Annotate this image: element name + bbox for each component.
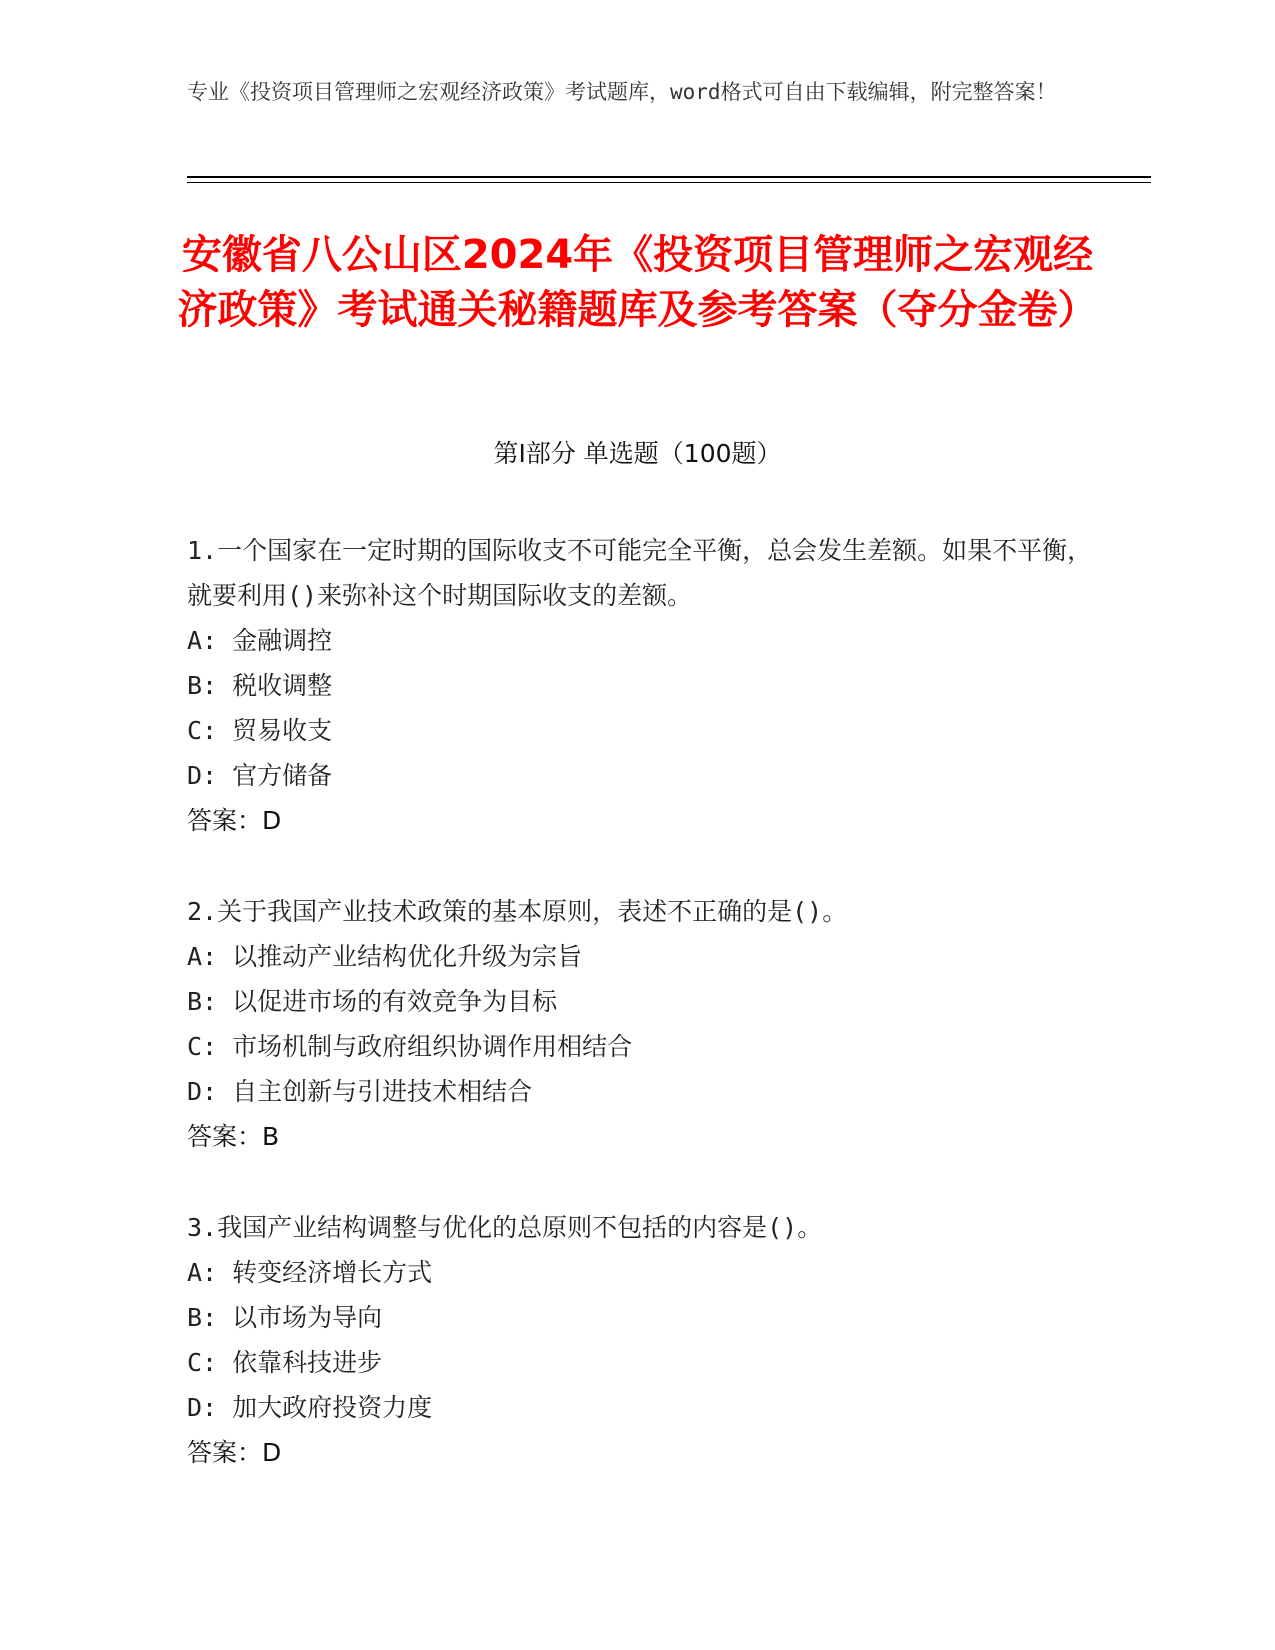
- option-d: D: 加大政府投资力度: [187, 1393, 433, 1422]
- answer: 答案：D: [187, 806, 282, 835]
- question-list: [187, 528, 1107, 1521]
- option-b: B: 以促进市场的有效竞争为目标: [187, 987, 558, 1016]
- document-title: 安徽省八公山区2024年《投资项目管理师之宏观经济政策》考试通关秘籍题库及参考答案（夺分金卷）: [177, 232, 1098, 333]
- question-3: [187, 1205, 1107, 1475]
- option-c: C: 依靠科技进步: [187, 1348, 383, 1377]
- header-rule-thin: [187, 182, 1151, 183]
- option-b: B: 税收调整: [187, 671, 333, 700]
- option-c: C: 贸易收支: [187, 716, 333, 745]
- option-b: B: 以市场为导向: [187, 1303, 383, 1332]
- question-1: [187, 528, 1107, 843]
- option-a: A: 转变经济增长方式: [187, 1258, 433, 1287]
- option-d: D: 官方储备: [187, 761, 333, 790]
- question-stem: 3.我国产业结构调整与优化的总原则不包括的内容是()。: [187, 1213, 823, 1242]
- option-a: A: 金融调控: [187, 626, 333, 655]
- option-c: C: 市场机制与政府组织协调作用相结合: [187, 1032, 633, 1061]
- header-note: 专业《投资项目管理师之宏观经济政策》考试题库，word格式可自由下载编辑，附完整答案！: [187, 80, 1057, 104]
- header-rule-thick: [187, 176, 1151, 178]
- answer: 答案：B: [187, 1122, 280, 1151]
- answer: 答案：D: [187, 1438, 282, 1467]
- question-2: [187, 889, 1107, 1159]
- question-stem: 1.一个国家在一定时期的国际收支不可能完全平衡，总会发生差额。如果不平衡，就要利用()来弥补这个时期国际收支的差额。: [187, 536, 1093, 610]
- question-stem: 2.关于我国产业技术政策的基本原则，表述不正确的是()。: [187, 897, 848, 926]
- option-d: D: 自主创新与引进技术相结合: [187, 1077, 533, 1106]
- option-a: A: 以推动产业结构优化升级为宗旨: [187, 942, 583, 971]
- section-title: 第I部分 单选题（100题）: [493, 439, 782, 468]
